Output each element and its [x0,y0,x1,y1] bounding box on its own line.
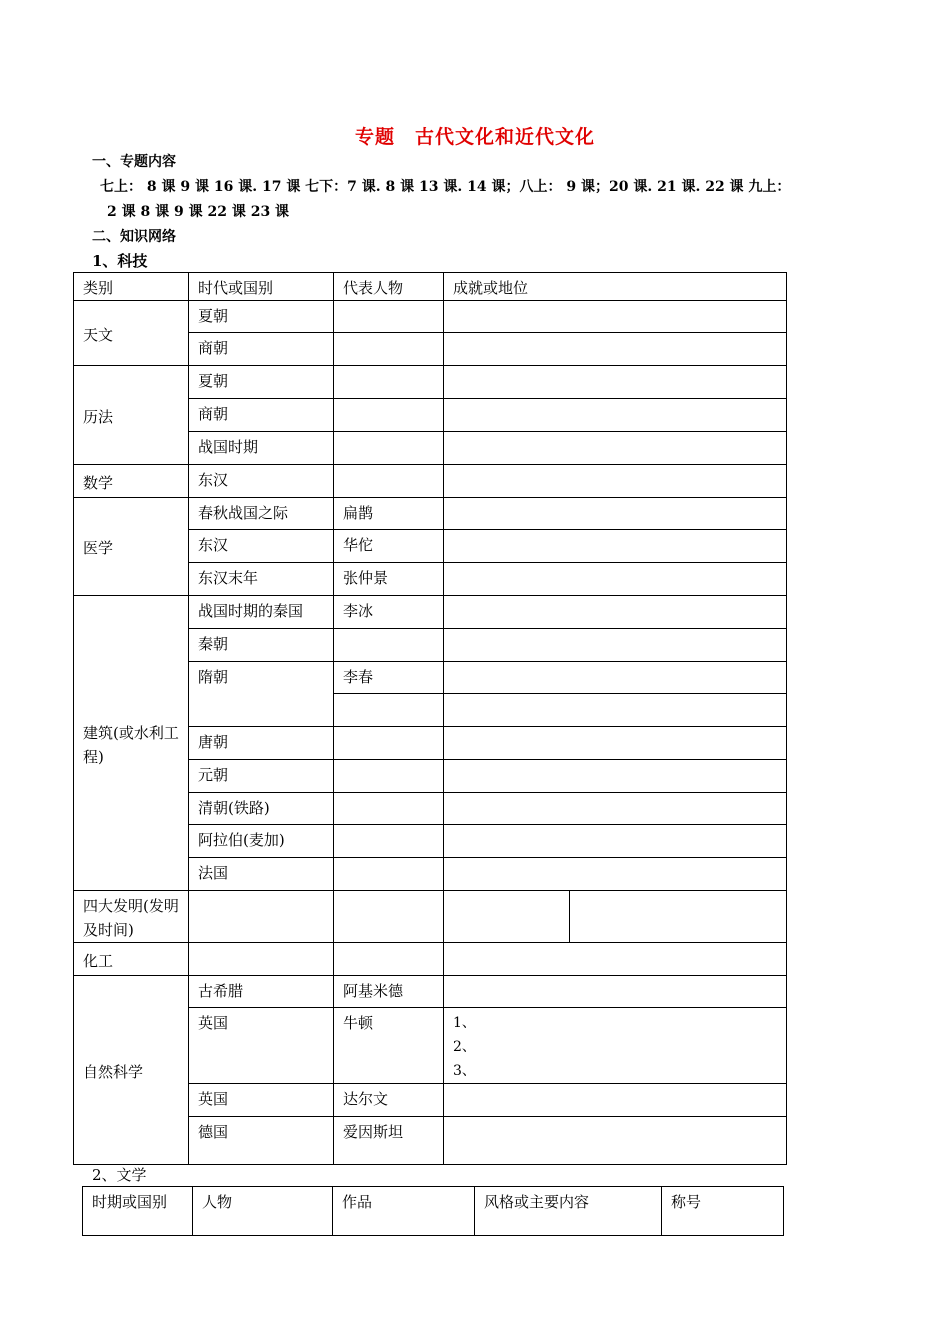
section-heading-knowledge-network: 二、知识网络 [92,229,176,245]
person-cell [334,793,444,825]
invention-cell [444,891,570,943]
achievement-cell [444,498,787,530]
person-cell [334,943,444,976]
era-cell: 德国 [189,1117,334,1165]
person-cell: 华佗 [334,530,444,563]
achievement-cell [444,333,787,366]
invention-cell [189,891,334,943]
era-cell: 东汉 [189,530,334,563]
invention-cell [570,891,787,943]
subheading-science: 1、科技 [92,252,148,270]
newton-item: 1、 [453,1015,476,1031]
achievement-cell [444,1117,787,1165]
era-cell: 秦朝 [189,629,334,662]
lesson-list-line-2: 2 课 8 课 9 课 22 课 23 课 [107,204,290,220]
person-cell [334,301,444,333]
era-cell: 春秋战国之际 [189,498,334,530]
era-cell: 清朝(铁路) [189,793,334,825]
person-cell [334,399,444,432]
person-cell [334,432,444,465]
lesson-list-line-1: 七上： 8 课 9 课 16 课. 17 课 七下：7 课. 8 课 13 课. 14 课；八上： 9 课；20 课. 21 课. 22 课 九上： [100,179,791,195]
category-chemical: 化工 [74,943,189,976]
person-cell: 张仲景 [334,563,444,596]
era-cell: 战国时期 [189,432,334,465]
achievement-cell [444,366,787,399]
person-cell [334,366,444,399]
achievement-cell [444,432,787,465]
era-cell: 商朝 [189,399,334,432]
person-cell [334,629,444,662]
newton-item: 3、 [453,1063,476,1079]
person-cell: 李冰 [334,596,444,629]
person-cell [334,858,444,891]
era-cell: 英国 [189,1084,334,1117]
literature-table [82,1186,784,1236]
person-cell [334,727,444,760]
person-cell: 阿基米德 [334,976,444,1008]
achievement-cell-newton [444,1008,787,1084]
era-cell: 唐朝 [189,727,334,760]
category-natural-science: 自然科学 [74,976,189,1165]
category-math: 数学 [74,465,189,498]
category-calendar: 历法 [74,366,189,465]
section-heading-topic-content: 一、专题内容 [92,154,176,170]
person-cell [334,333,444,366]
person-cell: 达尔文 [334,1084,444,1117]
achievement-cell [444,943,787,976]
subheading-literature: 2、文学 [92,1166,147,1184]
header-era: 时代或国别 [189,273,334,301]
newton-item: 2、 [453,1039,476,1055]
era-cell: 法国 [189,858,334,891]
header-work: 作品 [333,1187,475,1236]
person-cell [334,465,444,498]
header-person: 人物 [193,1187,333,1236]
era-cell: 东汉末年 [189,563,334,596]
person-cell [334,694,444,727]
science-table [73,272,787,1165]
era-cell: 元朝 [189,760,334,793]
category-medicine: 医学 [74,498,189,596]
era-cell: 战国时期的秦国 [189,596,334,629]
person-cell [334,825,444,858]
achievement-cell [444,727,787,760]
achievement-cell [444,596,787,629]
category-astronomy: 天文 [74,301,189,366]
achievement-cell [444,530,787,563]
achievement-cell [444,825,787,858]
header-category: 类别 [74,273,189,301]
achievement-cell [444,976,787,1008]
page-title: 专题 古代文化和近代文化 [354,126,595,148]
era-cell: 东汉 [189,465,334,498]
person-cell: 扁鹊 [334,498,444,530]
achievement-cell [444,465,787,498]
person-cell [334,760,444,793]
achievement-cell [444,629,787,662]
category-inventions: 四大发明(发明及时间) [74,891,189,943]
header-period: 时期或国别 [83,1187,193,1236]
era-cell: 商朝 [189,333,334,366]
era-cell [189,943,334,976]
category-architecture: 建筑(或水利工程) [74,596,189,891]
person-cell: 牛顿 [334,1008,444,1084]
header-title: 称号 [662,1187,784,1236]
achievement-cell [444,301,787,333]
era-cell: 隋朝 [189,662,334,727]
person-cell: 爱因斯坦 [334,1117,444,1165]
era-cell: 古希腊 [189,976,334,1008]
achievement-cell [444,1084,787,1117]
achievement-cell [444,399,787,432]
header-style: 风格或主要内容 [475,1187,662,1236]
achievement-cell [444,858,787,891]
era-cell: 英国 [189,1008,334,1084]
achievement-cell [444,760,787,793]
achievement-cell [444,563,787,596]
invention-cell [334,891,444,943]
achievement-cell [444,662,787,694]
header-person: 代表人物 [334,273,444,301]
era-cell: 夏朝 [189,301,334,333]
era-cell: 阿拉伯(麦加) [189,825,334,858]
era-cell: 夏朝 [189,366,334,399]
person-cell: 李春 [334,662,444,694]
achievement-cell [444,793,787,825]
achievement-cell [444,694,787,727]
header-achievement: 成就或地位 [444,273,787,301]
